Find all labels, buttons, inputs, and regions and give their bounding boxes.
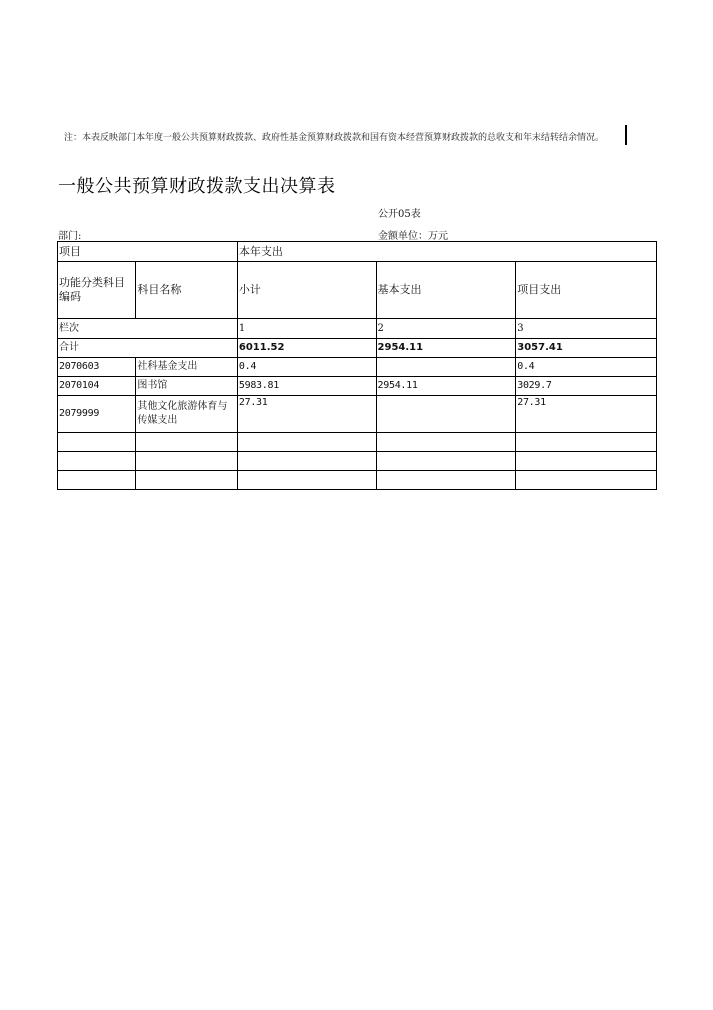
total-project: 3057.41 [516,339,657,358]
row-name: 图书馆 [136,377,238,396]
row-basic [376,396,516,433]
empty-row [58,433,657,452]
row-project: 27.31 [516,396,657,433]
column-number-row [58,319,657,339]
total-row [58,339,657,358]
row-project: 0.4 [516,358,657,377]
col-number-3: 3 [516,319,657,339]
table-row [58,396,657,433]
header-item: 项目 [58,242,238,262]
page-title: 一般公共预算财政拨款支出决算表 [58,176,336,197]
empty-cell [58,433,136,452]
empty-row [58,452,657,471]
form-code: 公开05表 [378,209,421,220]
col-number-1: 1 [237,319,376,339]
table-row [58,358,657,377]
col-row-label: 栏次 [58,319,238,339]
empty-cell [516,433,657,452]
text-cursor-bar [625,125,627,145]
header-func-code: 功能分类科目编码 [58,262,136,319]
total-subtotal: 6011.52 [237,339,376,358]
empty-cell [516,471,657,490]
row-name: 其他文化旅游体育与传媒支出 [136,396,238,433]
department-label: 部门: [58,231,82,242]
expenditure-table [57,241,657,490]
header-basic: 基本支出 [376,262,516,319]
empty-cell [516,452,657,471]
row-code: 2070104 [58,377,136,396]
header-project: 项目支出 [516,262,657,319]
empty-cell [376,433,516,452]
empty-cell [376,452,516,471]
empty-cell [136,471,238,490]
row-code: 2070603 [58,358,136,377]
table-note: 注：本表反映部门本年度一般公共预算财政拨款、政府性基金预算财政拨款和国有资本经营预算财政拨款的总收支和年末结转结余情况。 [64,133,605,143]
empty-cell [58,471,136,490]
header-current-year: 本年支出 [237,242,656,262]
amount-unit-label: 金额单位：万元 [378,231,448,242]
empty-cell [376,471,516,490]
row-basic [376,358,516,377]
empty-cell [237,471,376,490]
row-project: 3029.7 [516,377,657,396]
empty-cell [58,452,136,471]
header-row-2 [58,262,657,319]
col-number-2: 2 [376,319,516,339]
row-name: 社科基金支出 [136,358,238,377]
row-subtotal: 27.31 [237,396,376,433]
table-row [58,377,657,396]
header-subject-name: 科目名称 [136,262,238,319]
empty-cell [136,452,238,471]
row-subtotal: 5983.81 [237,377,376,396]
row-basic: 2954.11 [376,377,516,396]
row-subtotal: 0.4 [237,358,376,377]
row-code: 2079999 [58,396,136,433]
header-subtotal: 小计 [237,262,376,319]
total-label: 合计 [58,339,238,358]
empty-cell [136,433,238,452]
total-basic: 2954.11 [376,339,516,358]
empty-row [58,471,657,490]
empty-cell [237,452,376,471]
header-row-1 [58,242,657,262]
empty-cell [237,433,376,452]
